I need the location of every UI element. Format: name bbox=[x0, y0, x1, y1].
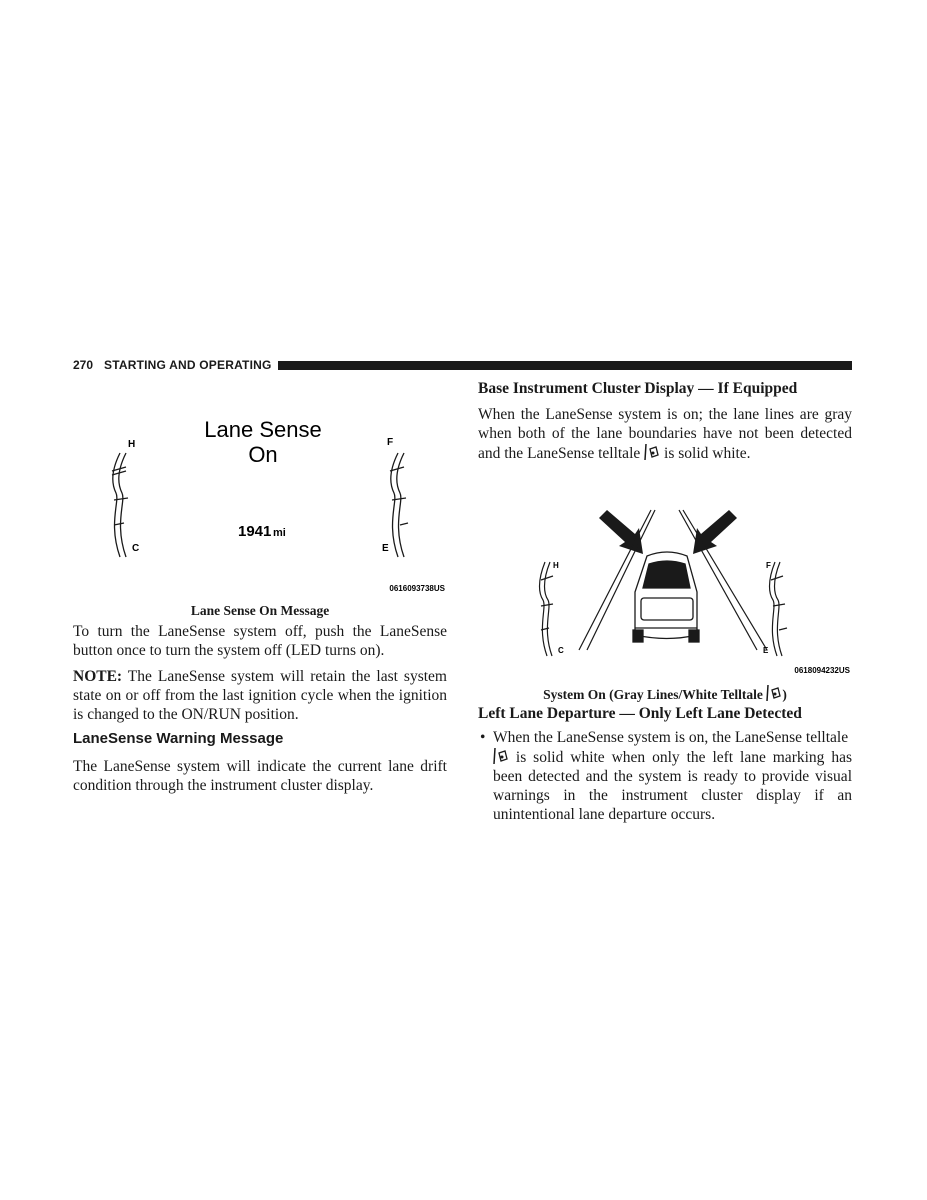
section-heading: Left Lane Departure — Only Left Lane Detected bbox=[478, 705, 802, 722]
odometer-value: 1941 bbox=[238, 523, 272, 540]
note-label: NOTE: bbox=[73, 668, 123, 685]
gauge-left-bottom-label: C bbox=[558, 646, 564, 655]
turn-off-paragraph: To turn the LaneSense system off, push the LaneSense button once to turn the system off (LED turns on). bbox=[73, 623, 447, 659]
gauge-left-top-label: H bbox=[128, 439, 136, 450]
warning-paragraph: The LaneSense system will indicate the current lane drift condition through the instrument cluster display. bbox=[73, 758, 447, 794]
display-title-line1: Lane Sense bbox=[204, 417, 322, 442]
vehicle-icon bbox=[633, 552, 699, 642]
figure-caption: Lane Sense On Message bbox=[190, 603, 330, 618]
figure-code: 0616093738US bbox=[389, 584, 445, 593]
paragraph-text: is solid white when only the left lane marking has been detected and the system is ready to provide visual warnings in the instrument cluster display if an unintentional lane departure occurs. bbox=[493, 749, 852, 823]
base-cluster-paragraph bbox=[478, 405, 852, 463]
gauge-right-bottom-label: E bbox=[382, 543, 389, 554]
display-title-line2: On bbox=[248, 442, 278, 467]
page-number: 270 bbox=[73, 358, 94, 372]
system-on-figure bbox=[535, 490, 853, 680]
gauge-right-top-label: F bbox=[387, 437, 394, 448]
bullet-marker: • bbox=[480, 729, 486, 746]
paragraph-text: is solid white. bbox=[660, 445, 751, 462]
caption-text: ) bbox=[782, 687, 787, 702]
header-rule bbox=[278, 361, 852, 370]
bullet-paragraph bbox=[493, 728, 852, 824]
section-heading: LaneSense Warning Message bbox=[73, 730, 284, 747]
paragraph-text: When the LaneSense system is on, the LaneSense telltale bbox=[493, 729, 849, 746]
paragraph-text: When the LaneSense system is on; the lane lines are gray when both of the lane boundaries have not been detected and the LaneSense telltale bbox=[478, 406, 852, 462]
gauge-left-top-label: H bbox=[553, 561, 559, 570]
note-paragraph bbox=[73, 667, 447, 724]
lanesense-telltale-icon bbox=[644, 443, 660, 461]
lanesense-telltale-icon bbox=[766, 684, 782, 702]
note-text: The LaneSense system will retain the last system state on or off from the last ignition cycle when the ignition is changed to the ON/RUN position. bbox=[73, 668, 447, 723]
gauge-right-top-label: F bbox=[766, 561, 771, 570]
gauge-left-bottom-label: C bbox=[132, 543, 140, 554]
gauge-right-bottom-label: E bbox=[763, 646, 769, 655]
section-title: STARTING AND OPERATING bbox=[104, 358, 272, 372]
odometer-unit: mi bbox=[273, 527, 286, 539]
figure-code: 0618094232US bbox=[794, 666, 850, 675]
section-heading: Base Instrument Cluster Display — If Equipped bbox=[478, 380, 798, 397]
caption-text: System On (Gray Lines/White Telltale bbox=[543, 687, 767, 702]
lanesense-telltale-icon bbox=[493, 747, 509, 765]
figure-caption bbox=[478, 684, 852, 703]
lane-sense-on-figure bbox=[100, 405, 450, 595]
